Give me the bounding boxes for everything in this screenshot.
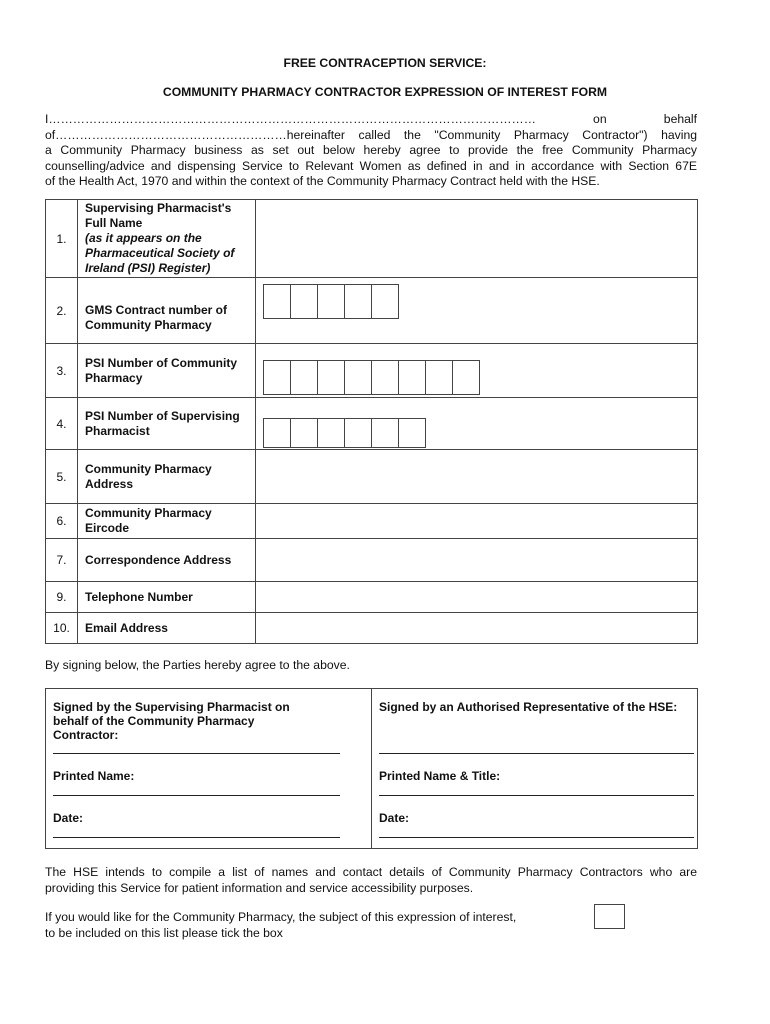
row-number: 10. — [46, 613, 78, 644]
table-row — [46, 613, 698, 644]
pharmacist-name-note: (as it appears on the Pharmaceutical Society of Ireland (PSI) Register) — [85, 231, 235, 275]
row-number: 4. — [46, 398, 78, 450]
intro-line: I………………………………………………………………………………………………………… on behalf — [45, 112, 697, 126]
optin-paragraph — [45, 909, 565, 941]
agreement-text: By signing below, the Parties hereby agree to the above. — [45, 658, 350, 672]
row-number: 7. — [46, 539, 78, 582]
hse-printed-name-label: Printed Name & Title: — [379, 769, 501, 783]
intro-line: counselling/advice and dispensing Service to Relevant Women as defined in and in accordance with Section 67E — [45, 158, 697, 173]
intro-line: of…………………………………………………hereinafter called the "Community Pharmacy Contractor") having — [45, 127, 697, 142]
digit-box[interactable] — [263, 360, 291, 395]
digit-box[interactable] — [398, 360, 426, 395]
table-row — [46, 539, 698, 582]
digit-box[interactable] — [263, 284, 291, 319]
pharmacy-address-field[interactable] — [256, 450, 698, 504]
intro-paragraph — [45, 112, 697, 190]
row-number: 6. — [46, 504, 78, 539]
intro-line: a Community Pharmacy business as set out below hereby agree to provide the free Community Pharmacy — [45, 143, 697, 157]
gms-number-boxes[interactable] — [263, 284, 399, 319]
table-row — [46, 200, 698, 278]
psi-pharmacy-label: PSI Number of Community Pharmacy — [78, 344, 256, 398]
pharmacist-date-label: Date: — [53, 811, 84, 825]
digit-box[interactable] — [371, 284, 399, 319]
notice-line: The HSE intends to compile a list of names and contact details of Community Pharmacy Contractors who are — [45, 865, 697, 879]
eircode-label: Community Pharmacy Eircode — [78, 504, 256, 539]
pharmacist-signature-line[interactable] — [53, 753, 340, 754]
table-row — [46, 398, 698, 450]
notice-line: providing this Service for patient information and service accessibility purposes. — [45, 881, 474, 895]
psi-pharmacist-field — [256, 398, 698, 450]
digit-box[interactable] — [344, 360, 372, 395]
hse-signature-line[interactable] — [379, 753, 694, 754]
digit-box[interactable] — [290, 418, 318, 448]
row-number: 3. — [46, 344, 78, 398]
psi-pharmacist-label: PSI Number of Supervising Pharmacist — [78, 398, 256, 450]
optin-line: to be included on this list please tick the box — [45, 926, 283, 940]
row-number: 9. — [46, 582, 78, 613]
hse-printed-name-line[interactable] — [379, 795, 694, 796]
pharmacist-printed-name-label: Printed Name: — [53, 769, 135, 783]
intro-line: of the Health Act, 1970 and within the context of the Community Pharmacy Contract held with the HSE. — [45, 174, 600, 188]
email-label: Email Address — [78, 613, 256, 644]
table-row — [46, 278, 698, 344]
eircode-field[interactable] — [256, 504, 698, 539]
include-in-list-checkbox[interactable] — [594, 904, 625, 929]
pharmacist-name-label: Supervising Pharmacist's Full Name — [85, 201, 232, 230]
pharmacist-signature-cell — [46, 689, 372, 849]
pharmacist-signature-heading: Signed by the Supervising Pharmacist on behalf of the Community Pharmacy Contractor: — [53, 700, 290, 742]
digit-box[interactable] — [290, 284, 318, 319]
digit-box[interactable] — [263, 418, 291, 448]
optin-line: If you would like for the Community Pharmacy, the subject of this expression of interest, — [45, 910, 517, 924]
row-number: 1. — [46, 200, 78, 278]
pharmacist-date-line[interactable] — [53, 837, 340, 838]
psi-pharmacist-boxes[interactable] — [263, 418, 426, 448]
telephone-label: Telephone Number — [78, 582, 256, 613]
pharmacist-name-field[interactable] — [256, 200, 698, 278]
table-row — [46, 344, 698, 398]
hse-date-label: Date: — [379, 811, 410, 825]
row-number: 2. — [46, 278, 78, 344]
digit-box[interactable] — [398, 418, 426, 448]
form-subtitle: COMMUNITY PHARMACY CONTRACTOR EXPRESSION OF INTEREST FORM — [162, 85, 608, 99]
form-title: FREE CONTRACEPTION SERVICE: — [283, 56, 487, 70]
hse-signature-heading: Signed by an Authorised Representative of the HSE: — [379, 700, 678, 714]
digit-box[interactable] — [290, 360, 318, 395]
hse-date-line[interactable] — [379, 837, 694, 838]
digit-box[interactable] — [344, 418, 372, 448]
digit-box[interactable] — [317, 418, 345, 448]
digit-box[interactable] — [317, 360, 345, 395]
signature-table — [45, 688, 698, 849]
gms-number-label: GMS Contract number of Community Pharmacy — [78, 278, 256, 344]
row-number: 5. — [46, 450, 78, 504]
digit-box[interactable] — [425, 360, 453, 395]
correspondence-address-label: Correspondence Address — [78, 539, 256, 582]
table-row — [46, 582, 698, 613]
details-table — [45, 199, 698, 644]
pharmacist-printed-name-line[interactable] — [53, 795, 340, 796]
hse-signature-cell — [372, 689, 698, 849]
table-row — [46, 504, 698, 539]
telephone-field[interactable] — [256, 582, 698, 613]
psi-pharmacy-field — [256, 344, 698, 398]
correspondence-address-field[interactable] — [256, 539, 698, 582]
pharmacy-address-label: Community Pharmacy Address — [78, 450, 256, 504]
digit-box[interactable] — [344, 284, 372, 319]
digit-box[interactable] — [317, 284, 345, 319]
field-label — [78, 200, 256, 278]
digit-box[interactable] — [452, 360, 480, 395]
digit-box[interactable] — [371, 418, 399, 448]
psi-pharmacy-boxes[interactable] — [263, 360, 480, 395]
email-field[interactable] — [256, 613, 698, 644]
table-row — [46, 450, 698, 504]
gms-number-field — [256, 278, 698, 344]
notice-paragraph — [45, 864, 697, 896]
digit-box[interactable] — [371, 360, 399, 395]
